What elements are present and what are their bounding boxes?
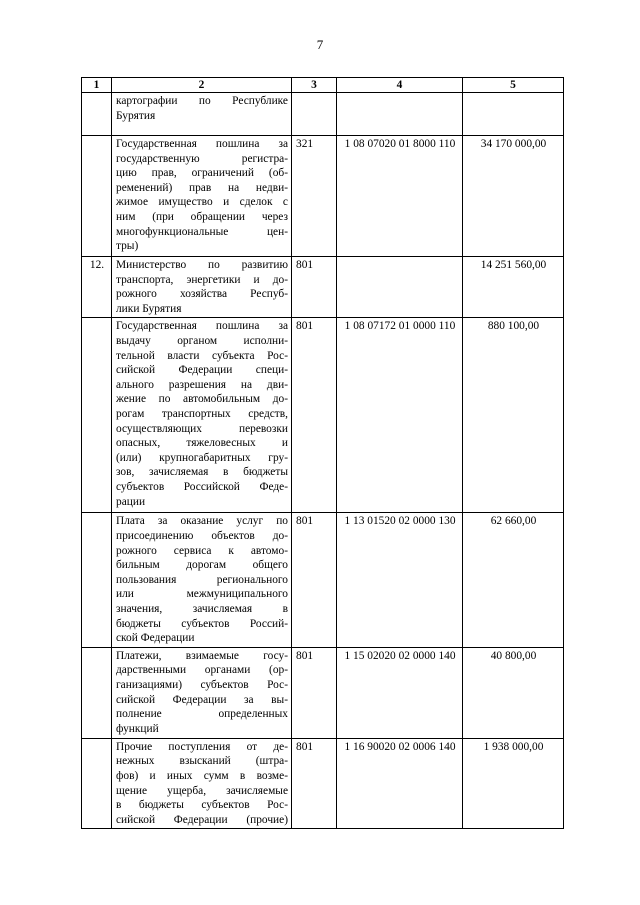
row-admin-code: 801 — [292, 513, 337, 647]
table-header-row — [82, 78, 564, 93]
description-line: ской Федерации — [116, 632, 195, 645]
description-line: жение по автомобильным до- — [116, 393, 288, 406]
description-line: пользования регионального — [116, 573, 288, 586]
table-row — [82, 93, 564, 136]
row-budget-classification-code — [337, 93, 463, 136]
row-description — [112, 257, 292, 318]
description-line: ального разрешения на дви- — [116, 378, 288, 391]
description-line: в бюджеты субъектов Рос- — [116, 799, 288, 812]
description-line: многофункциональные цен- — [116, 225, 288, 238]
row-admin-code: 321 — [292, 136, 337, 257]
table-row — [82, 647, 564, 738]
row-admin-code: 801 — [292, 738, 337, 829]
table-row — [82, 136, 564, 257]
row-budget-classification-code — [337, 257, 463, 318]
row-admin-code: 801 — [292, 257, 337, 318]
description-line: или межмуниципального — [116, 588, 288, 601]
description-line: нежных взысканий (штра- — [116, 755, 288, 768]
row-budget-classification-code: 1 13 01520 02 0000 130 — [337, 513, 463, 647]
row-amount: 1 938 000,00 — [463, 738, 564, 829]
description-line: осуществляющих перевозки — [116, 422, 288, 435]
description-line: присоединению объектов до- — [116, 529, 288, 542]
description-line: жимое имущество и сделок с — [116, 196, 288, 209]
description-line: Платежи, взимаемые госу- — [116, 649, 288, 662]
description-line: (или) крупногабаритных гру- — [116, 451, 288, 464]
header-col-1: 1 — [82, 78, 112, 93]
row-description — [112, 513, 292, 647]
header-col-5: 5 — [463, 78, 564, 93]
description-line: рации — [116, 495, 146, 508]
row-amount — [463, 93, 564, 136]
row-budget-classification-code: 1 15 02020 02 0000 140 — [337, 647, 463, 738]
row-budget-classification-code: 1 08 07172 01 0000 110 — [337, 318, 463, 513]
row-number — [82, 318, 112, 513]
description-line: картографии по Республике — [116, 95, 288, 107]
description-line: государственную регистра- — [116, 152, 288, 165]
header-col-2: 2 — [112, 78, 292, 93]
description-line: Плата за оказание услуг по — [116, 515, 288, 528]
row-budget-classification-code: 1 08 07020 01 8000 110 — [337, 136, 463, 257]
row-amount: 40 800,00 — [463, 647, 564, 738]
description-line: значения, зачисляемая в — [116, 602, 288, 615]
description-line: функций — [116, 722, 159, 735]
description-line: бильным дорогам общего — [116, 559, 288, 572]
description-line: щение ущерба, зачисляемые — [116, 784, 288, 797]
description-line: субъектов Российской Феде- — [116, 480, 288, 493]
description-line: ременений) прав на недви- — [116, 181, 288, 194]
row-admin-code — [292, 93, 337, 136]
description-line: выдачу органом исполни- — [116, 334, 288, 347]
description-line: фов) и иных сумм в возме- — [116, 769, 288, 782]
description-line: тельной власти субъекта Рос- — [116, 349, 288, 362]
description-line: рогам транспортных средств, — [116, 407, 288, 420]
description-line: полнение определенных — [116, 708, 288, 721]
description-line: опасных, тяжеловесных и — [116, 437, 288, 450]
description-line: ним (при обращении через — [116, 210, 288, 223]
table-row — [82, 738, 564, 829]
description-line: Государственная пошлина за — [116, 320, 288, 333]
row-budget-classification-code: 1 16 90020 02 0006 140 — [337, 738, 463, 829]
row-admin-code: 801 — [292, 647, 337, 738]
row-amount: 34 170 000,00 — [463, 136, 564, 257]
row-number: 12. — [82, 257, 112, 318]
row-description — [112, 93, 292, 136]
description-line: бюджеты субъектов Россий- — [116, 617, 288, 630]
description-line: лики Бурятия — [116, 302, 182, 315]
row-number — [82, 513, 112, 647]
row-amount: 62 660,00 — [463, 513, 564, 647]
row-number — [82, 136, 112, 257]
table-row — [82, 513, 564, 647]
description-line: ганизациями) субъектов Рос- — [116, 678, 288, 691]
row-amount: 14 251 560,00 — [463, 257, 564, 318]
row-amount: 880 100,00 — [463, 318, 564, 513]
description-line: Министерство по развитию — [116, 259, 288, 271]
revenue-table — [81, 77, 564, 829]
description-line: сийской Федерации (прочие) — [116, 813, 288, 826]
row-number — [82, 738, 112, 829]
description-line: Прочие поступления от де- — [116, 740, 288, 753]
page-number: 7 — [316, 37, 324, 52]
table-row — [82, 257, 564, 318]
row-description — [112, 738, 292, 829]
row-description — [112, 136, 292, 257]
row-description — [112, 318, 292, 513]
description-line: транспорта, энергетики и до- — [116, 273, 288, 286]
description-line: зов, зачисляемая в бюджеты — [116, 466, 288, 479]
row-admin-code: 801 — [292, 318, 337, 513]
description-line: дарственными органами (ор- — [116, 664, 288, 677]
description-line: сийской Федерации за вы- — [116, 693, 288, 706]
description-line: сийской Федерации специ- — [116, 364, 288, 377]
description-line: рожного сервиса к автомо- — [116, 544, 288, 557]
row-number — [82, 647, 112, 738]
row-description — [112, 647, 292, 738]
header-col-4: 4 — [337, 78, 463, 93]
description-line: Государственная пошлина за — [116, 138, 288, 150]
description-line: тры) — [116, 240, 139, 253]
table-row — [82, 318, 564, 513]
row-number — [82, 93, 112, 136]
header-col-3: 3 — [292, 78, 337, 93]
description-line: Бурятия — [116, 109, 156, 122]
description-line: цию прав, ограничений (об- — [116, 167, 288, 180]
description-line: рожного хозяйства Респуб- — [116, 288, 288, 301]
